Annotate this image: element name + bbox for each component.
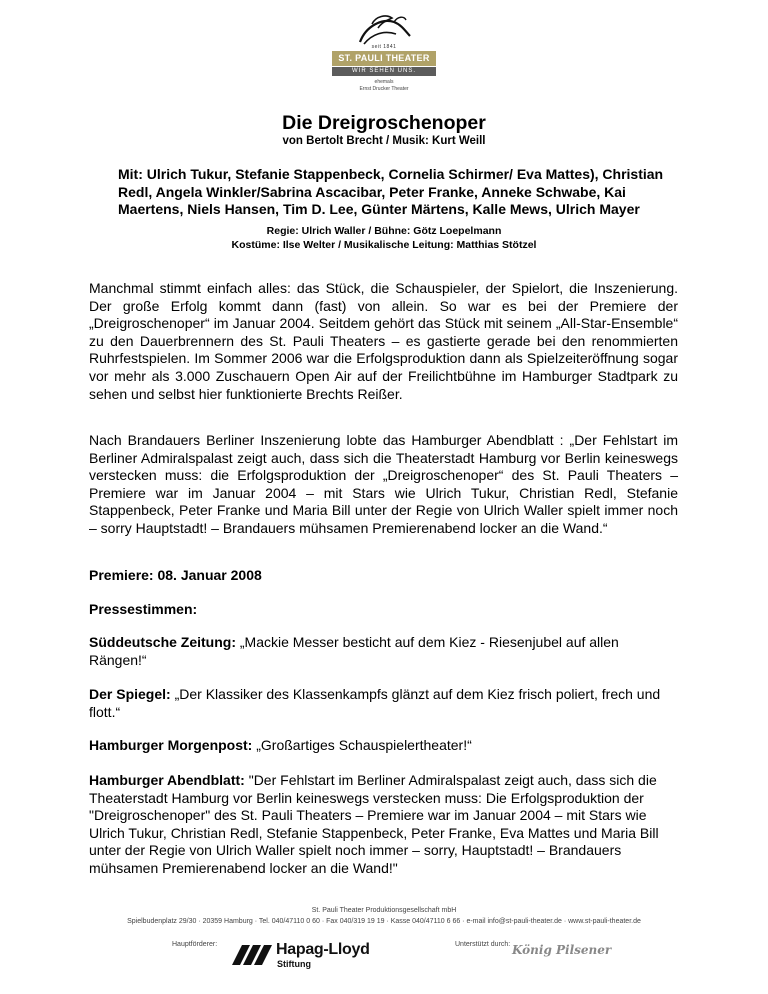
logo-formerly: ehemals — [374, 79, 394, 85]
quote-source: Der Spiegel: — [89, 686, 171, 702]
credits-line-1: Regie: Ulrich Waller / Bühne: Götz Loepelmann — [266, 225, 502, 237]
press-heading: Pressestimmen: — [89, 601, 198, 617]
quote-text: „Mackie Messer besticht auf dem Kiez - Riesenjubel auf allen Rängen!“ — [89, 634, 619, 668]
press-quote — [89, 772, 678, 878]
supporter-logo: König Pilsener — [512, 943, 612, 957]
quote-text: "Der Fehlstart im Berliner Admiralspalast zeigt auch, dass sich die Theaterstadt Hamburg vor Berlin keineswegs verstecken muss: Die Erfolgsproduktion der "Dreigroschenoper" des St. Pauli Theaters – Premiere war im Januar 2004 – mit Stars wie Ulrich Tukur, Christian Redl, Stefanie Stappenbeck, Peter Franke, Eva Mattes und Maria Bill unter der Regie von Ulrich Waller spielt noch immer – sorry, Hauptstadt! – Brandauers mühsamen Premierenabend locker an die Wand!" — [89, 772, 659, 876]
main-sponsor-name: Hapag-Lloyd — [276, 941, 370, 958]
cast-list: Mit: Ulrich Tukur, Stefanie Stappenbeck, Cornelia Schirmer/ Eva Mattes), Christian Redl, Angela Winkler/Sabrina Ascacibar, Peter Franke, Anneke Schwabe, Kai Maertens, Niels Hansen, Tim D. Lee, Günter Märtens, Kalle Mews, Ulrich Mayer — [118, 166, 664, 217]
body-paragraph-2: Nach Brandauers Berliner Inszenierung lobte das Hamburger Abendblatt : „Der Fehlstart im Berliner Admiralspalast zeigt auch, dass sich die Theaterstadt Hamburg vor Berlin keineswegs verstecken muss: die Erfolgsproduktion der „Dreigroschenoper“ des St. Pauli Theaters – Premiere war im Januar 2004 – mit Stars wie Ulrich Tukur, Christian Redl, Stefanie Stappenbeck, Peter Franke und Maria Bill unter der Regie von Ulrich Waller spielt immer noch – sorry Hauptstadt! – Brandauers mühsamen Premierenabend locker an die Wand.“ — [89, 432, 678, 536]
logo-former-name: Ernst Drucker Theater — [359, 86, 409, 92]
footer-company: St. Pauli Theater Produktionsgesellschaft mbH — [311, 907, 457, 914]
page-title: Die Dreigroschenoper — [282, 112, 486, 134]
supporter-label: Unterstützt durch: — [455, 941, 511, 948]
main-sponsor-sub: Stiftung — [277, 959, 311, 969]
credits-line-2: Kostüme: Ilse Welter / Musikalische Leitung: Matthias Stötzel — [231, 239, 537, 251]
premiere-date: Premiere: 08. Januar 2008 — [89, 567, 262, 583]
quote-source: Süddeutsche Zeitung: — [89, 634, 236, 650]
press-quote — [89, 737, 678, 755]
footer-contact: Spielbudenplatz 29/30 · 20359 Hamburg · Tel. 040/47110 0 60 · Fax 040/319 19 19 · Kasse 040/47110 6 66 · e-mail info@st-pauli-theater.de · www.st-pauli-theater.de — [127, 918, 641, 925]
logo-name: ST. PAULI THEATER — [332, 51, 436, 66]
quote-text: „Großartiges Schauspielertheater!“ — [252, 737, 472, 753]
logo-slogan: WIR SEHEN UNS. — [332, 67, 436, 76]
logo-since: seit 1841 — [371, 44, 397, 50]
main-sponsor-label: Hauptförderer: — [172, 941, 218, 948]
hapag-lloyd-logo-icon — [230, 943, 274, 967]
quote-source: Hamburger Abendblatt: — [89, 772, 245, 788]
quote-text: „Der Klassiker des Klassenkampfs glänzt auf dem Kiez frisch poliert, frech und flott.“ — [89, 686, 661, 720]
press-quote — [89, 686, 678, 721]
quote-source: Hamburger Morgenpost: — [89, 737, 253, 753]
page-subtitle: von Bertolt Brecht / Musik: Kurt Weill — [282, 135, 486, 147]
body-paragraph-1: Manchmal stimmt einfach alles: das Stück, die Schauspieler, der Spielort, die Inszenierung. Der große Erfolg kommt dann (fast) von allein. So war es bei der Premiere der „Dreigroschenoper“ im Januar 2004. Seitdem gehört das Stück mit seinem „All-Star-Ensemble“ zu den Dauerbrennern des St. Pauli Theaters – es gastierte gerade bei den renommierten Ruhrfestspielen. Im Sommer 2006 war die Erfolgsproduktion dann als Spielzeiteröffnung sogar vor mehr als 3.000 Zuschauern Open Air auf der Freilichtbühne im Hamburger Stadtpark zu sehen und selbst hier funktionierte Brechts Reißer. — [89, 280, 678, 402]
press-quote — [89, 634, 678, 669]
